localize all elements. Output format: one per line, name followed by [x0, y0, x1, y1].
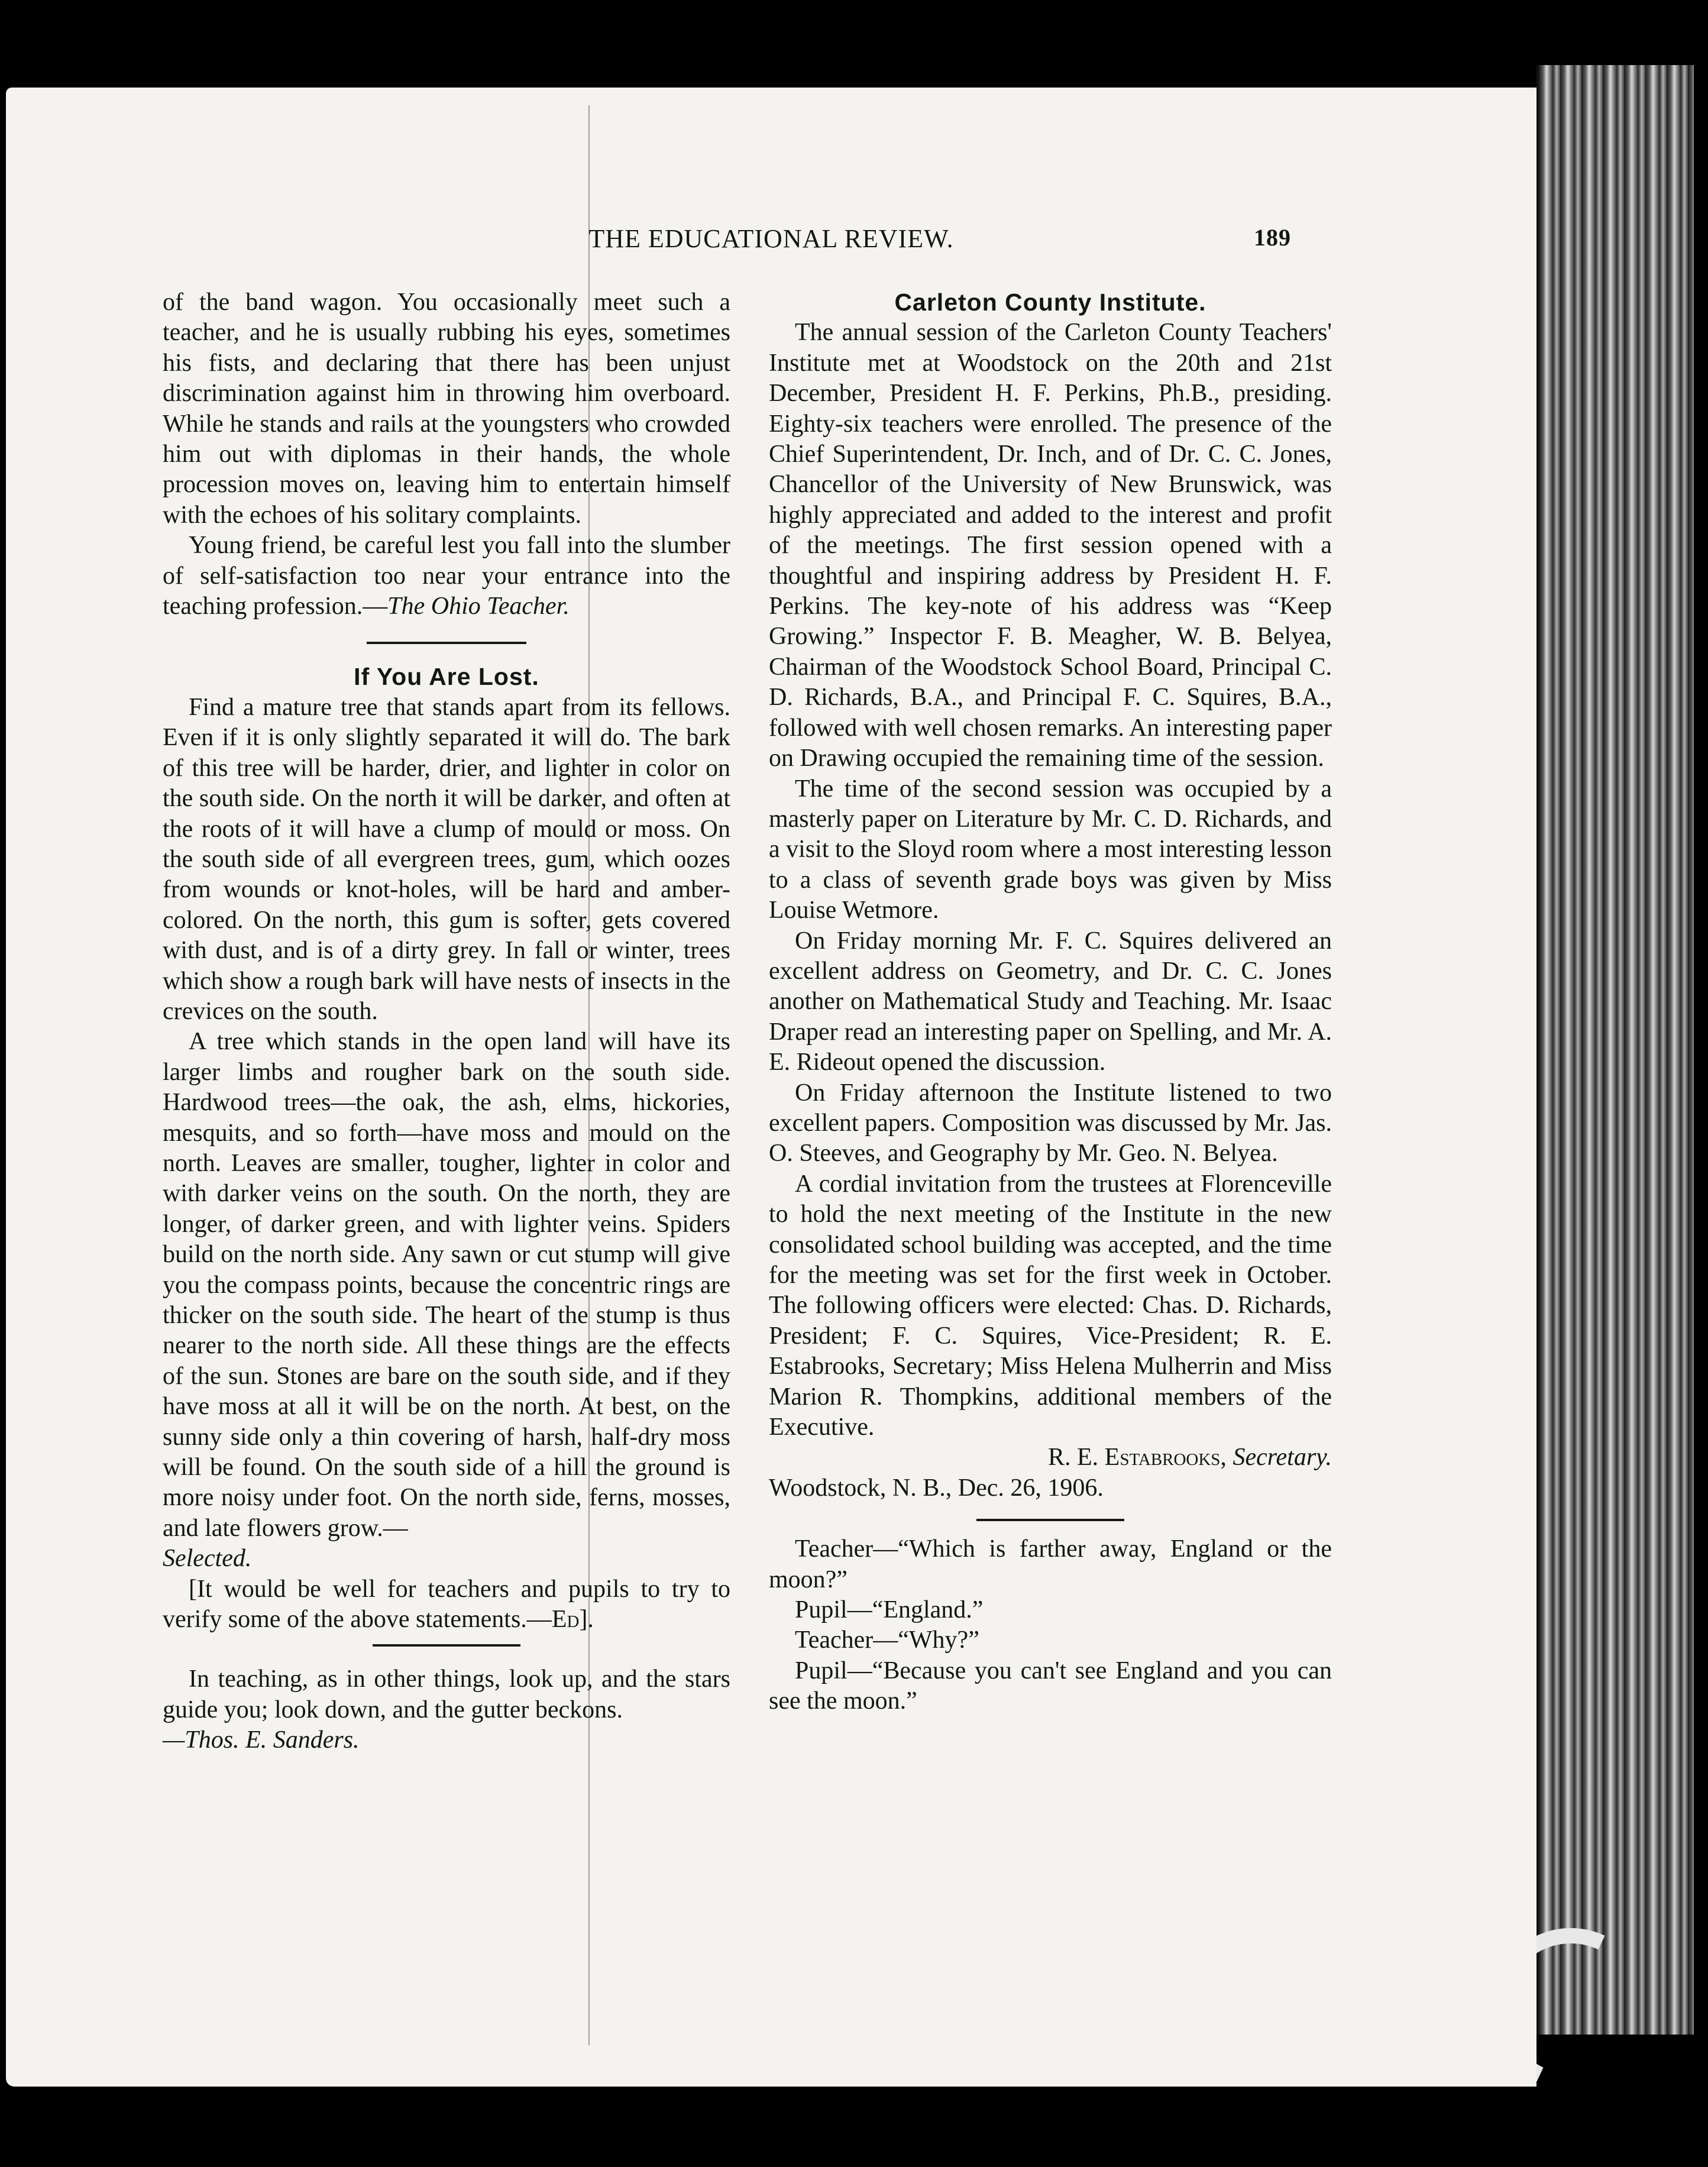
signature-role: Secretary. [1233, 1444, 1332, 1471]
editor-note [163, 1574, 730, 1635]
institute-paragraph: On Friday morning Mr. F. C. Squires delivered an excellent address on Geometry, and Dr. C. C. Jones another on Mathematical Study and Teaching. Mr. Isaac Draper read an interesting paper on Spelling, and Mr. A. E. Rideout opened the discussion. [769, 927, 1332, 1076]
tree-paragraph [163, 1027, 730, 1574]
section-divider [367, 642, 526, 644]
institute-paragraph: A cordial invitation from the trustees at Florenceville to hold the next meeting of the Institute in the new consolidated school building was accepted, and the time for the meeting was set for the first week in October. The following officers were elected: Chas. D. Richards, President; F. C. Squires, Vice-President; R. E. Estabrooks, Secretary; Miss Helena Mulherrin and Miss Marion R. Thompkins, additional members of the Executive. [769, 1170, 1332, 1441]
signature-name: R. E. Estabrooks, [1048, 1444, 1227, 1471]
young-friend-source: The Ohio Teacher. [387, 593, 570, 620]
young-friend-text: Young friend, be careful lest you fall into the slumber of self-satisfaction too near your entrance into the teaching profession.— [163, 532, 730, 620]
left-column [163, 287, 730, 1756]
dialogue-line: Pupil—“Because you can't see England and you can see the moon.” [769, 1657, 1332, 1715]
running-header-title: THE EDUCATIONAL REVIEW. [588, 224, 954, 253]
page-number: 189 [1254, 224, 1291, 251]
editor-note-signature: Ed [551, 1606, 580, 1634]
secretary-signature [769, 1442, 1332, 1473]
editor-note-end: ]. [579, 1606, 594, 1634]
young-friend-paragraph [163, 531, 730, 622]
place-and-date: Woodstock, N. B., Dec. 26, 1906. [769, 1474, 1104, 1502]
teaching-quote-author: —Thos. E. Sanders. [163, 1726, 360, 1754]
tree-paragraph-source: Selected. [163, 1545, 252, 1573]
teaching-quote: In teaching, as in other things, look up, and the stars guide you; look down, and the gutter beckons. [163, 1665, 730, 1723]
dialogue-line: Pupil—“England.” [795, 1596, 984, 1624]
lost-paragraph: Find a mature tree that stands apart from its fellows. Even if it is only slightly separated it will do. The bark of this tree will be harder, drier, and lighter in color on the south side. On the north it will be darker, and often at the roots of it will have a clump of mould or moss. On the south side of all evergreen trees, gum, which oozes from wounds or knot-holes, will be hard and amber-colored. On the north, this gum is softer, gets covered with dust, and is of a dirty grey. In fall or winter, trees which show a rough bark will have nests of insects in the crevices on the south. [163, 693, 730, 1025]
section-divider [373, 1644, 520, 1647]
dialogue-line: Teacher—“Why?” [795, 1626, 979, 1654]
article-title-if-you-are-lost: If You Are Lost. [354, 663, 539, 691]
article-title-carleton-county-institute: Carleton County Institute. [894, 289, 1206, 316]
continued-paragraph: of the band wagon. You occasionally meet such a teacher, and he is usually rubbing his eyes, sometimes his fists, and declaring that there has been unjust discrimination against him in throwing him overboard. While he stands and rails at the youngsters who crowded him out with diplomas in their hands, the whole procession moves on, leaving him to entertain himself with the echoes of his solitary complaints. [163, 289, 730, 529]
editor-note-text: [It would be well for teachers and pupils to try to verify some of the above statements.— [163, 1575, 730, 1634]
magazine-page [6, 88, 1536, 2087]
right-column [769, 287, 1332, 1717]
page-stack-edges [1536, 65, 1694, 2035]
institute-paragraph: The annual session of the Carleton County Teachers' Institute met at Woodstock on the 20th and 21st December, President H. F. Perkins, Ph.B., presiding. Eighty-six teachers were enrolled. The presence of the Chief Superintendent, Dr. Inch, and of Dr. C. C. Jones, Chancellor of the University of New Brunswick, was highly appreciated and added to the interest and profit of the meetings. The first session opened with a thoughtful and inspiring address by President H. F. Perkins. The key-note of his address was “Keep Growing.” Inspector F. B. Meagher, W. B. Belyea, Chairman of the Woodstock School Board, Principal C. D. Richards, B.A., and Principal F. C. Squires, B.A., followed with well chosen remarks. An interesting paper on Drawing occupied the remaining time of the session. [769, 319, 1332, 772]
institute-paragraph: The time of the second session was occupied by a masterly paper on Literature by Mr. C. D. Richards, and a visit to the Sloyd room where a most interesting lesson to a class of seventh grade boys was given by Miss Louise Wetmore. [769, 775, 1332, 924]
institute-paragraph: On Friday afternoon the Institute listened to two excellent papers. Composition was discussed by Mr. Jas. O. Steeves, and Geography by Mr. Geo. N. Belyea. [769, 1079, 1332, 1167]
dialogue-line: Teacher—“Which is farther away, England or the moon?” [769, 1535, 1332, 1593]
tree-paragraph-text: A tree which stands in the open land will have its larger limbs and rougher bark on the south side. Hardwood trees—the oak, the ash, elms, hickories, mesquits, and so forth—have moss and mould on the north. Leaves are smaller, tougher, lighter in color and with darker veins on the south. On the north, they are longer, of darker green, and with lighter veins. Spiders build on the north side. Any sawn or cut stump will give you the compass points, because the concentric rings are thicker on the south side. The heart of the stump is thus nearer to the north side. All these things are the effects of the sun. Stones are bare on the south side, and if they have moss at all it will be on the north. At best, on the sunny side only a thin covering of harsh, half-dry moss will be found. On the south side of a hill the ground is more noisy under foot. On the north side, ferns, mosses, and late flowers grow.— [163, 1028, 730, 1542]
section-divider [976, 1519, 1124, 1521]
